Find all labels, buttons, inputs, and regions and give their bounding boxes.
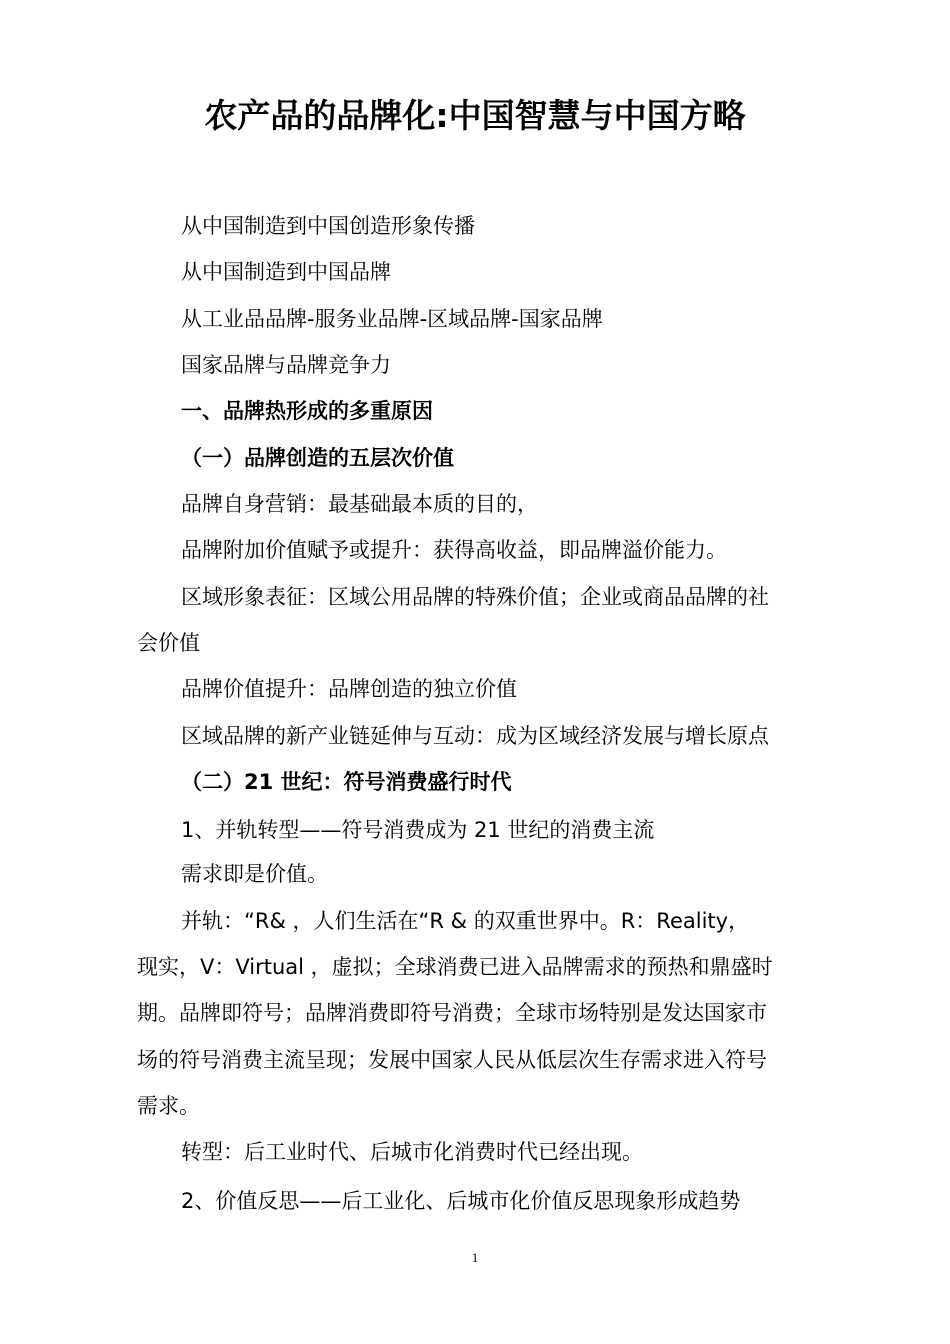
paragraph-line: 场的符号消费主流呈现；发展中国家人民从低层次生存需求进入符号	[137, 1048, 767, 1072]
paragraph-line: 从中国制造到中国创造形象传播	[181, 214, 475, 238]
paragraph-line: 1、并轨转型——符号消费成为 21 世纪的消费主流	[181, 818, 655, 842]
paragraph-line: 品牌价值提升：品牌创造的独立价值	[181, 677, 517, 701]
subsection-heading: （二）21 世纪：符号消费盛行时代	[181, 770, 512, 794]
paragraph-line: 品牌附加价值赋予或提升：获得高收益，即品牌溢价能力。	[181, 538, 727, 562]
paragraph-line: 从中国制造到中国品牌	[181, 260, 391, 284]
paragraph-line: 国家品牌与品牌竞争力	[181, 353, 391, 377]
paragraph-line: 现实，V：Virtual ，虚拟；全球消费已进入品牌需求的预热和鼎盛时	[137, 955, 773, 979]
paragraph-line: 转型：后工业时代、后城市化消费时代已经出现。	[181, 1140, 643, 1164]
paragraph-line: 并轨：“R& ，人们生活在“R & 的双重世界中。R：Reality，	[181, 909, 750, 933]
paragraph-line: 区域形象表征：区域公用品牌的特殊价值；企业或商品品牌的社	[181, 585, 769, 609]
paragraph-line: 需求。	[137, 1094, 200, 1118]
paragraph-line: 区域品牌的新产业链延伸与互动：成为区域经济发展与增长原点	[181, 724, 769, 748]
page-number: 1	[471, 1250, 479, 1265]
document-title: 农产品的品牌化:中国智慧与中国方略	[204, 96, 746, 135]
paragraph-line: 品牌自身营销：最基础最本质的目的，	[181, 492, 538, 516]
paragraph-line: 期。品牌即符号；品牌消费即符号消费；全球市场特别是发达国家市	[137, 1001, 767, 1025]
section-heading: 一、品牌热形成的多重原因	[181, 399, 433, 423]
paragraph-line: 2、价值反思——后工业化、后城市化价值反思现象形成趋势	[181, 1189, 741, 1213]
paragraph-line: 需求即是价值。	[181, 862, 328, 886]
paragraph-line: 会价值	[137, 631, 200, 655]
subsection-heading: （一）品牌创造的五层次价值	[181, 446, 454, 470]
paragraph-line: 从工业品品牌-服务业品牌-区域品牌-国家品牌	[181, 307, 603, 331]
